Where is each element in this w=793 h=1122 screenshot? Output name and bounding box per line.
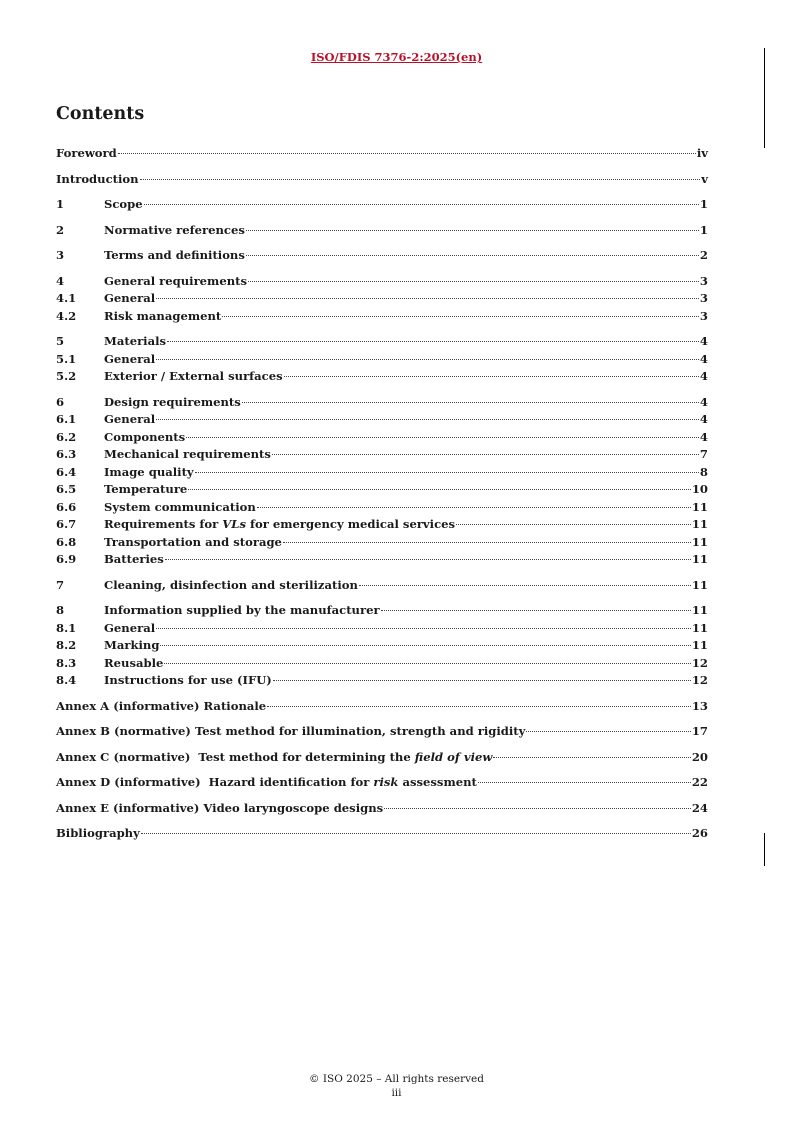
toc-page-number: 1 — [699, 197, 708, 211]
toc-entry-number: 3 — [56, 248, 65, 262]
toc-page-number: 4 — [699, 369, 708, 383]
toc-dot-leader — [144, 204, 699, 205]
toc-page-number: 1 — [699, 222, 708, 237]
toc-entry[interactable] — [56, 801, 708, 819]
toc-title-text: Annex A (informative) Rationale — [56, 698, 267, 713]
toc-entry[interactable] — [56, 621, 708, 639]
toc-entry-number: 5 — [56, 334, 65, 348]
toc-dot-leader — [160, 645, 690, 646]
toc-entry-title — [56, 750, 492, 764]
toc-entry-number: 7 — [56, 577, 65, 592]
toc-entry-title — [56, 801, 383, 815]
toc-dot-leader — [156, 419, 699, 420]
toc-dot-leader — [359, 585, 691, 586]
toc-page-number: 12 — [691, 673, 708, 687]
toc-page-number: 12 — [691, 655, 708, 670]
toc-title-text: for emergency medical services — [245, 517, 456, 531]
toc-page-number: 11 — [691, 638, 708, 652]
toc-title-text: Scope — [104, 197, 143, 211]
toc-entry-number: 8.2 — [56, 638, 77, 652]
toc-dot-leader — [272, 454, 699, 455]
toc-page-number: 11 — [691, 499, 708, 514]
toc-entry[interactable] — [56, 578, 708, 596]
toc-dot-leader — [195, 472, 699, 473]
toc-dot-leader — [283, 542, 691, 543]
toc-entry-title — [104, 430, 185, 444]
toc-title-text: General requirements — [104, 273, 248, 288]
toc-entry-title — [56, 172, 139, 186]
toc-title-text: Requirements for — [104, 517, 223, 531]
toc-entry[interactable] — [56, 517, 708, 535]
toc-title-text: Normative references — [104, 222, 245, 237]
toc-entry-title — [56, 775, 477, 789]
toc-title-text: Instructions for use (IFU) — [104, 673, 272, 687]
toc-entry-title — [104, 578, 358, 592]
toc-entry-number: 8.1 — [56, 620, 77, 635]
toc-title-text: Reusable — [104, 655, 164, 670]
toc-entry-title — [104, 369, 283, 383]
page-footer — [0, 1072, 793, 1100]
toc-title-text: General — [104, 620, 156, 635]
toc-dot-leader — [273, 680, 691, 681]
toc-title-text: Annex E (informative) Video laryngoscope designs — [56, 800, 384, 815]
toc-dot-leader — [156, 628, 691, 629]
toc-entry-title — [104, 552, 164, 566]
toc-title-text: Exterior / External surfaces — [104, 369, 283, 383]
toc-entry[interactable] — [56, 775, 708, 793]
toc-page-number: 4 — [699, 351, 708, 366]
toc-entry[interactable] — [56, 430, 708, 448]
toc-title-text: Foreword — [56, 146, 117, 160]
toc-dot-leader — [156, 359, 699, 360]
toc-page-number: 3 — [699, 308, 708, 323]
toc-entry[interactable] — [56, 482, 708, 500]
page-number: iii — [391, 1087, 402, 1099]
toc-entry-number: 5.2 — [56, 369, 77, 383]
toc-entry-title — [104, 500, 256, 514]
toc-entry[interactable] — [56, 465, 708, 483]
toc-dot-leader — [246, 230, 699, 231]
toc-title-text: Components — [104, 429, 186, 444]
toc-entry[interactable] — [56, 274, 708, 292]
toc-entry[interactable] — [56, 146, 708, 164]
toc-entry[interactable] — [56, 223, 708, 241]
toc-page-number: 11 — [691, 577, 708, 592]
toc-entry-number: 2 — [56, 222, 65, 237]
toc-entry-title — [56, 826, 140, 840]
toc-dot-leader — [165, 559, 691, 560]
toc-entry-title — [104, 482, 187, 496]
toc-title-text: General — [104, 412, 156, 426]
toc-dot-leader — [526, 731, 690, 732]
toc-dot-leader — [156, 298, 699, 299]
copyright-notice: © ISO 2025 – All rights reserved — [309, 1073, 484, 1085]
toc-entry-number: 8 — [56, 603, 65, 617]
toc-title-text: Bibliography — [56, 826, 140, 840]
toc-page-number: 17 — [691, 724, 708, 738]
toc-entry-title — [104, 412, 155, 426]
toc-entry-title — [104, 352, 155, 366]
toc-entry-title — [104, 274, 247, 288]
toc-dot-leader — [246, 255, 699, 256]
toc-entry-title — [104, 638, 159, 652]
toc-dot-leader — [257, 507, 691, 508]
toc-entry-number: 6.5 — [56, 482, 77, 496]
toc-entry-title — [104, 395, 241, 409]
toc-dot-leader — [141, 833, 691, 834]
toc-page-number: 4 — [699, 394, 708, 409]
toc-title-text: Design requirements — [104, 394, 241, 409]
toc-dot-leader — [164, 663, 690, 664]
toc-dot-leader — [478, 782, 691, 783]
toc-entry-title — [104, 656, 163, 670]
toc-page-number: 8 — [699, 464, 708, 479]
toc-entry[interactable] — [56, 699, 708, 717]
toc-title-italic: VLs — [222, 517, 246, 531]
toc-entry-title — [56, 699, 266, 713]
toc-page-number: 11 — [691, 534, 708, 549]
toc-entry[interactable] — [56, 309, 708, 327]
toc-page-number: 24 — [691, 800, 708, 815]
toc-title-text: Cleaning, disinfection and sterilization — [104, 577, 358, 592]
toc-entry-number: 6 — [56, 394, 65, 409]
toc-entry-number: 4.1 — [56, 291, 77, 305]
toc-page-number: 11 — [691, 552, 708, 566]
toc-title-text: Mechanical requirements — [104, 447, 271, 461]
toc-entry[interactable] — [56, 369, 708, 387]
change-bar-bottom — [764, 833, 765, 866]
toc-entry-number: 4 — [56, 273, 65, 288]
toc-entry[interactable] — [56, 535, 708, 553]
toc-page-number: 22 — [691, 775, 708, 789]
toc-page-number: v — [701, 171, 708, 186]
toc-title-text: Risk management — [104, 308, 222, 323]
toc-dot-leader — [140, 179, 701, 180]
toc-page-number: 13 — [691, 698, 708, 713]
toc-entry[interactable] — [56, 447, 708, 465]
toc-page-number: 20 — [691, 749, 708, 764]
toc-entry-title — [104, 447, 271, 461]
toc-entry[interactable] — [56, 638, 708, 656]
toc-title-italic: field of view — [414, 749, 493, 764]
toc-entry-number: 6.4 — [56, 464, 77, 479]
change-bar-top — [764, 48, 765, 148]
toc-dot-leader — [284, 376, 699, 377]
toc-entry[interactable] — [56, 291, 708, 309]
toc-entry-number: 6.8 — [56, 534, 77, 549]
toc-title-text: Annex D (informative) Hazard identification for — [56, 775, 374, 789]
toc-entry-number: 6.7 — [56, 517, 77, 531]
toc-title-text: System communication — [104, 499, 256, 514]
toc-dot-leader — [118, 153, 696, 154]
toc-entry-number: 8.3 — [56, 655, 77, 670]
contents-heading: Contents — [56, 104, 145, 124]
toc-title-text: General — [104, 291, 156, 305]
toc-entry-title — [104, 621, 155, 635]
toc-title-text: Introduction — [56, 171, 139, 186]
toc-entry[interactable] — [56, 724, 708, 742]
toc-title-text: Information supplied by the manufacturer — [104, 603, 380, 617]
toc-title-text: Temperature — [104, 482, 188, 496]
toc-page-number: 3 — [699, 291, 708, 305]
toc-entry[interactable] — [56, 248, 708, 266]
toc-page-number: 10 — [691, 482, 708, 496]
toc-entry-title — [56, 146, 117, 160]
document-id: ISO/FDIS 7376-2:2025(en) — [310, 50, 483, 64]
toc-title-text: Marking — [104, 638, 160, 652]
toc-entry[interactable] — [56, 552, 708, 570]
toc-page-number: 4 — [699, 412, 708, 426]
toc-title-text: assessment — [398, 775, 477, 789]
toc-entry[interactable] — [56, 500, 708, 518]
toc-entry-title — [104, 334, 166, 348]
toc-page-number: 3 — [699, 273, 708, 288]
toc-entry-number: 6.9 — [56, 552, 77, 566]
toc-entry-number: 6.2 — [56, 429, 77, 444]
toc-entry-title — [104, 248, 245, 262]
toc-entry-title — [104, 517, 455, 531]
toc-entry[interactable] — [56, 826, 708, 844]
toc-title-text: Batteries — [104, 552, 164, 566]
toc-dot-leader — [188, 489, 691, 490]
toc-entry-title — [104, 603, 380, 617]
toc-title-text: Annex C (normative) Test method for determining the — [56, 749, 415, 764]
toc-entry-number: 6.3 — [56, 447, 77, 461]
toc-entry-title — [104, 465, 194, 479]
toc-dot-leader — [267, 706, 691, 707]
toc-title-text: Annex B (normative) Test method for illumination, strength and rigidity — [56, 724, 526, 738]
toc-entry-title — [104, 673, 272, 687]
toc-page-number: 11 — [691, 603, 708, 617]
toc-entry-number: 6.1 — [56, 412, 77, 426]
toc-dot-leader — [167, 341, 699, 342]
toc-title-text: Transportation and storage — [104, 534, 282, 549]
table-of-contents — [56, 146, 708, 844]
toc-entry-title — [104, 223, 245, 237]
toc-title-text: Terms and definitions — [104, 248, 245, 262]
toc-entry[interactable] — [56, 412, 708, 430]
toc-entry[interactable] — [56, 395, 708, 413]
toc-entry[interactable] — [56, 334, 708, 352]
toc-entry-title — [104, 197, 143, 211]
toc-page-number: 11 — [691, 517, 708, 531]
toc-page-number: 4 — [699, 429, 708, 444]
toc-entry[interactable] — [56, 673, 708, 691]
toc-dot-leader — [222, 316, 699, 317]
toc-dot-leader — [384, 808, 691, 809]
toc-entry[interactable] — [56, 750, 708, 768]
toc-entry-title — [104, 291, 155, 305]
toc-entry-title — [56, 724, 525, 738]
toc-dot-leader — [493, 757, 690, 758]
toc-page-number: 4 — [699, 334, 708, 348]
toc-title-text: Materials — [104, 334, 167, 348]
toc-entry-number: 4.2 — [56, 308, 77, 323]
toc-page-number: 2 — [699, 248, 708, 262]
toc-dot-leader — [186, 437, 699, 438]
toc-title-text: Image quality — [104, 464, 194, 479]
toc-dot-leader — [381, 610, 691, 611]
toc-entry[interactable] — [56, 656, 708, 674]
toc-dot-leader — [248, 281, 699, 282]
toc-entry-title — [104, 309, 221, 323]
toc-dot-leader — [242, 402, 699, 403]
toc-entry-number: 8.4 — [56, 673, 77, 687]
toc-page-number: 26 — [691, 826, 708, 840]
toc-page-number: 11 — [691, 620, 708, 635]
toc-entry-number: 5.1 — [56, 351, 77, 366]
toc-page-number: 7 — [699, 447, 708, 461]
toc-page-number: iv — [696, 146, 708, 160]
toc-entry[interactable] — [56, 352, 708, 370]
toc-entry-number: 1 — [56, 197, 65, 211]
toc-entry[interactable] — [56, 197, 708, 215]
toc-entry-number: 6.6 — [56, 499, 77, 514]
toc-entry-title — [104, 535, 282, 549]
toc-dot-leader — [456, 524, 691, 525]
toc-title-italic: risk — [373, 775, 399, 789]
toc-entry[interactable] — [56, 603, 708, 621]
toc-title-text: General — [104, 351, 156, 366]
toc-entry[interactable] — [56, 172, 708, 190]
